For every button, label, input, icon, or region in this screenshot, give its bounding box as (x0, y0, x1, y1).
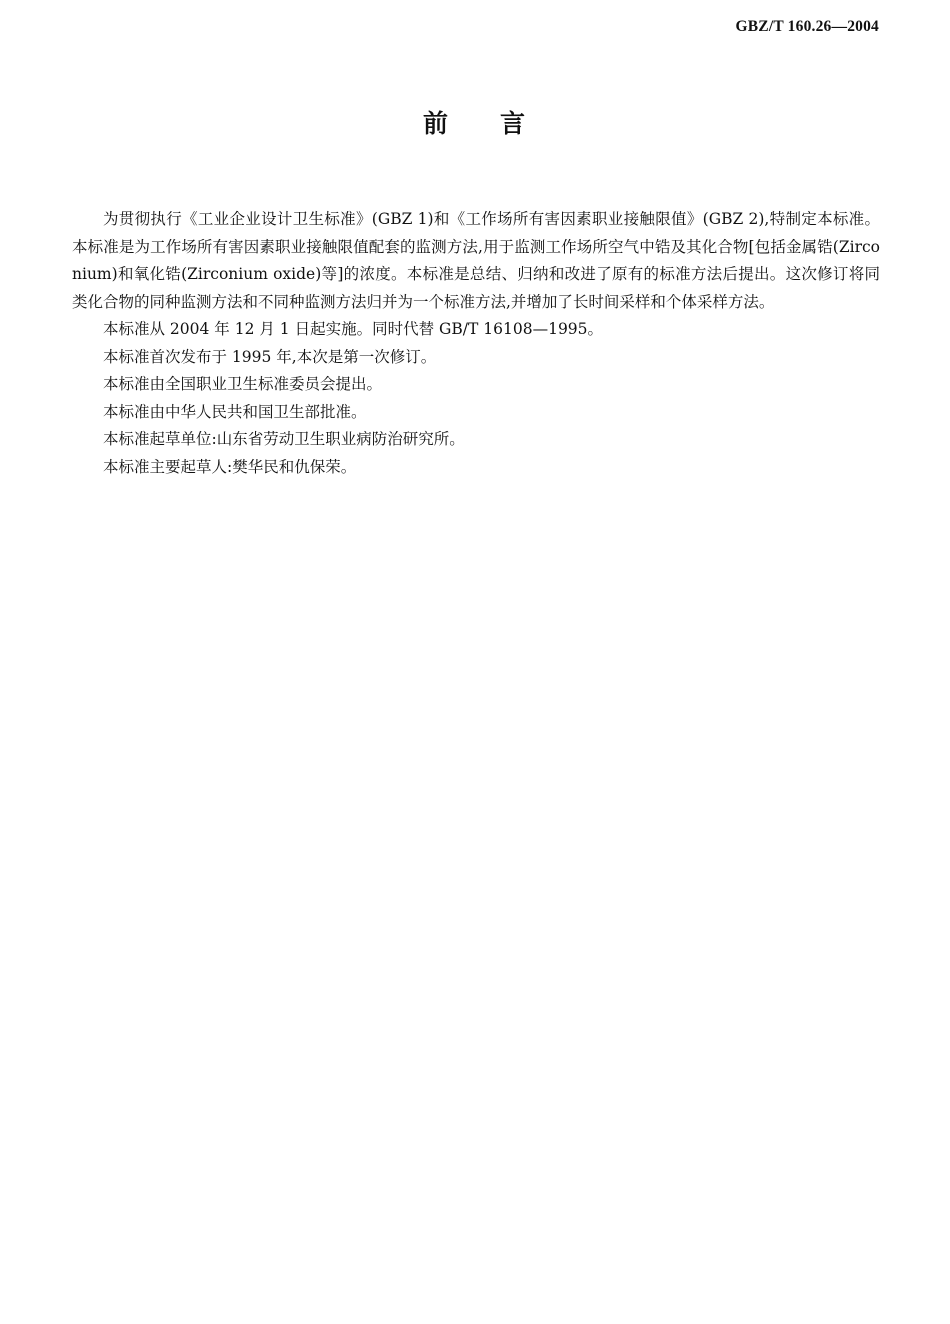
page-title (0, 106, 950, 142)
paragraph-purpose: 为贯彻执行《工业企业设计卫生标准》(GBZ 1)和《工作场所有害因素职业接触限值》(GBZ 2),特制定本标准。本标准是为工作场所有害因素职业接触限值配套的监测方法,用于监测工作场所空气中锆及其化合物[包括金属锆(Zirconium)和氧化锆(Zirconium oxide)等]的浓度。本标准是总结、归纳和改进了原有的标准方法后提出。这次修订将同类化合物的同种监测方法和不同种监测方法归并为一个标准方法,并增加了长时间采样和个体采样方法。 (72, 210, 880, 311)
paragraph-drafting-unit: 本标准起草单位:山东省劳动卫生职业病防治研究所。 (103, 430, 465, 448)
page-title-char-2: 言 (500, 109, 528, 138)
paragraph-first-published: 本标准首次发布于 1995 年,本次是第一次修订。 (103, 347, 437, 366)
paragraph-approved-by: 本标准由中华人民共和国卫生部批准。 (103, 402, 367, 421)
page-title-char-1: 前 (422, 109, 450, 138)
standard-code: GBZ/T 160.26—2004 (735, 18, 879, 35)
foreword-body (72, 206, 880, 481)
paragraph-proposed-by: 本标准由全国职业卫生标准委员会提出。 (103, 375, 383, 393)
paragraph-effective-date: 本标准从 2004 年 12 月 1 日起实施。同时代替 GB/T 16108—1995。 (103, 320, 604, 338)
paragraph-main-drafters: 本标准主要起草人:樊华民和仇保荣。 (103, 457, 357, 476)
